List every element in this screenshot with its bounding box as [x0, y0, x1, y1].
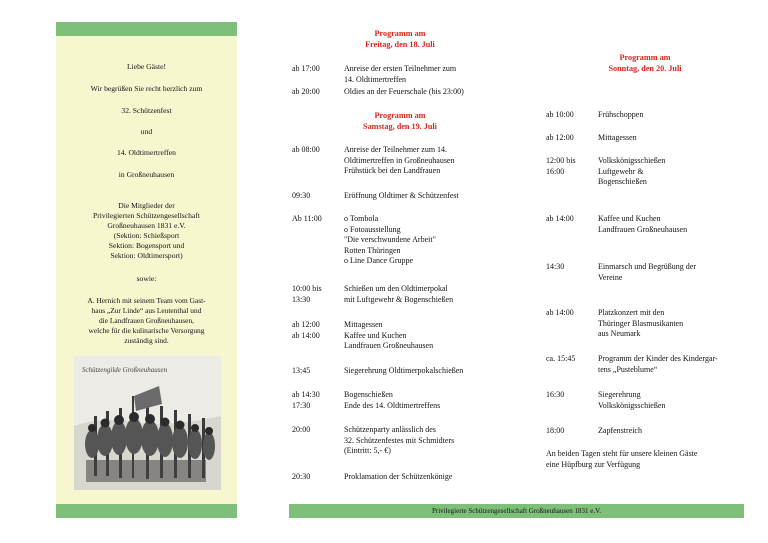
program-time: 14:30: [546, 262, 565, 271]
greeting: Liebe Gäste!: [126, 62, 166, 71]
location-line: in Großneuhausen: [118, 170, 175, 179]
bottom-green-bar-left: [56, 504, 237, 518]
historic-shooters-illustration: [74, 356, 221, 490]
program-time: ab 10:00: [546, 110, 574, 119]
program-description: Schießen um den Oldtimerpokal mit Luftgewehr & Bogenschießen: [344, 284, 454, 304]
catering-block: A. Hernich mit seinem Team vom Gast- haus „Zur Linde“ aus Leutenthal und die Landfrauen Großneuhausen, welche für die kulinarische Versorgung zuständig sind.: [87, 296, 206, 345]
welcome-line: Wir begrüßen Sie recht herzlich zum: [90, 84, 203, 93]
program-description: Siegerehrung Oldtimerpokalschießen: [344, 366, 464, 375]
program-time: ab 14:30 17:30: [292, 390, 320, 410]
illustration-caption: Schützengilde Großneuhausen: [82, 366, 168, 374]
program-time: ab 12:00: [546, 133, 574, 142]
program-description: Kaffee und Kuchen Landfrauen Großneuhausen: [598, 214, 688, 234]
sowie-line: sowie:: [136, 274, 157, 283]
members-block: Die Mitglieder der Privilegierten Schützengesellschaft Großneuhausen 1831 e.V. (Sektion: Schießsport Sektion: Bogensport und Sektion: Oldtimersport): [93, 201, 200, 260]
friday-heading: Programm am Freitag, den 18. Juli: [365, 29, 435, 49]
program-time: ab 12:00 ab 14:00: [292, 320, 320, 340]
program-description: Eröffnung Oldtimer & Schützenfest: [344, 191, 459, 200]
festival-number: 32. Schützenfest: [121, 106, 172, 115]
program-time: ab 08:00: [292, 145, 320, 154]
program-description: Schützenparty anlässlich des 32. Schützenfestes mit Schmidters (Eintritt: 5,- €): [344, 425, 455, 455]
program-description: Anreise der Teilnehmer zum 14. Oldtimertreffen in Großneuhausen Frühstück bei den Landfrauen: [344, 145, 455, 175]
program-time: ab 20:00: [292, 87, 320, 96]
program-description: Anreise der ersten Teilnehmer zum 14. Oldtimertreffen: [344, 64, 457, 84]
program-time: 18:00: [546, 426, 565, 435]
program-time: 20:00: [292, 425, 311, 434]
program-description: Proklamation der Schützenkönige: [344, 472, 453, 481]
program-time: 12:00 bis 16:00: [546, 156, 576, 176]
saturday-heading: Programm am Samstag, den 19. Juli: [363, 111, 437, 131]
program-time: ab 17:00: [292, 64, 320, 73]
program-description: Volkskönigsschießen Luftgewehr & Bogenschießen: [598, 156, 666, 186]
program-time: 13:45: [292, 366, 311, 375]
program-description: Mittagessen Kaffee und Kuchen Landfrauen Großneuhausen: [344, 320, 434, 350]
program-description: Siegerehrung Volkskönigsschießen: [598, 390, 666, 410]
program-description: Oldies an der Feuerschale (bis 23:00): [344, 87, 464, 96]
sunday-heading: Programm am Sonntag, den 20. Juli: [608, 53, 682, 73]
program-description: Bogenschießen Ende des 14. Oldtimertreffens: [344, 390, 441, 410]
program-description: Programm der Kinder des Kindergar- tens „Pusteblume“: [598, 354, 718, 374]
program-time: 20:30: [292, 472, 311, 481]
program-time: 09:30: [292, 191, 311, 200]
program-time: ab 14:00: [546, 214, 574, 223]
program-description: Platzkonzert mit den Thüringer Blasmusikanten aus Neumark: [598, 308, 684, 338]
oldtimer-meeting: 14. Oldtimertreffen: [117, 148, 176, 157]
program-time: ca. 15:45: [546, 354, 576, 363]
program-description: Mittagessen: [598, 133, 637, 142]
program-time: ab 14:00: [546, 308, 574, 317]
program-time: Ab 11:00: [292, 214, 322, 223]
program-time: 10:00 bis 13:30: [292, 284, 322, 304]
top-green-bar: [56, 22, 237, 36]
und-line: und: [140, 127, 153, 136]
program-description: Einmarsch und Begrüßung der Vereine: [598, 262, 696, 282]
bouncy-castle-note: An beiden Tagen steht für unsere kleinen Gäste eine Hüpfburg zur Verfügung: [546, 449, 698, 469]
footer-bar: [289, 504, 744, 518]
program-description: o Tombola o Fotoausstellung "Die verschwundene Arbeit" Rotten Thüringen o Line Dance Gruppe: [344, 214, 436, 265]
program-time: 16:30: [546, 390, 565, 399]
program-description: Frühschoppen: [598, 110, 644, 119]
program-description: Zapfenstreich: [598, 426, 642, 435]
footer-text: Privilegierte Schützengesellschaft Großneuhausen 1831 e.V.: [432, 507, 601, 515]
